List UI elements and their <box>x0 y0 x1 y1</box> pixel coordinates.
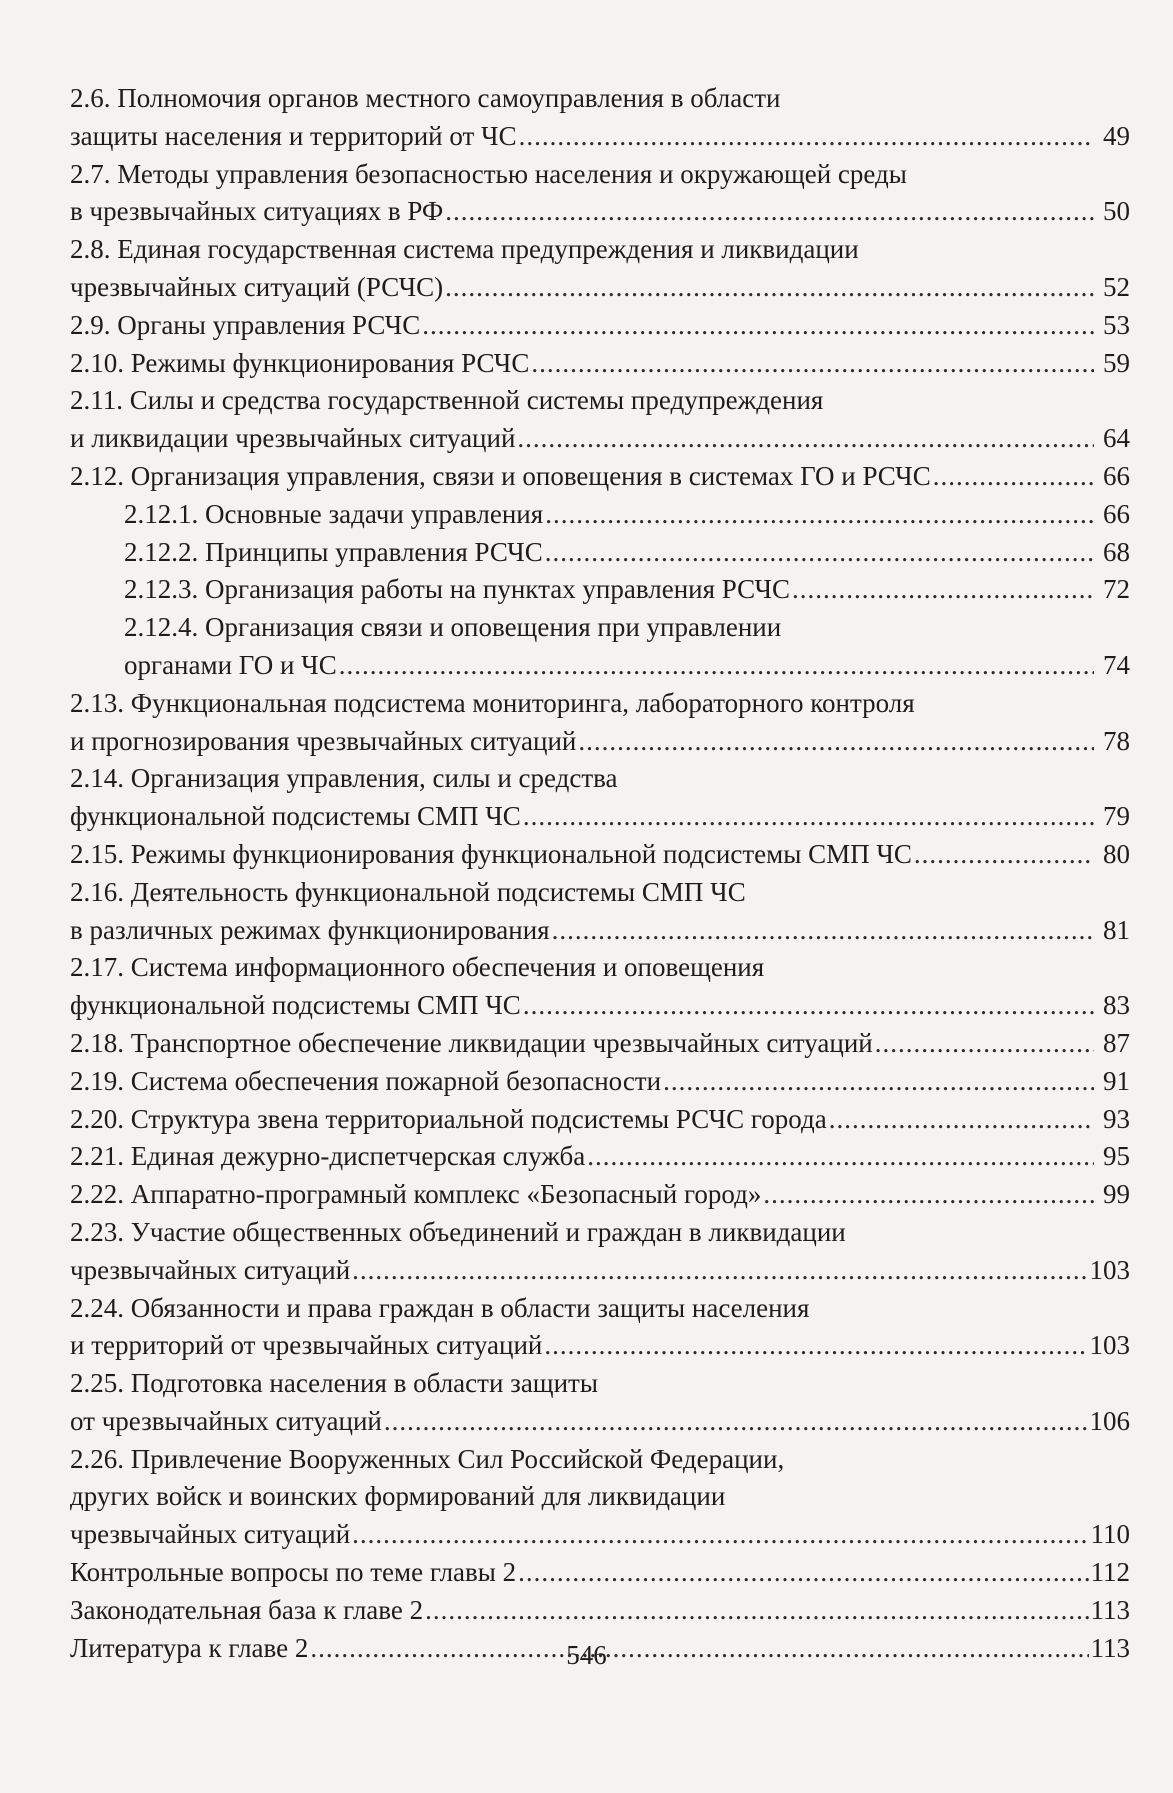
toc-entry-row <box>124 496 1130 534</box>
toc-entry-title-line: 2.8. Единая государственная система предупреждения и ликвидации <box>70 234 859 265</box>
toc-entry <box>70 534 1130 572</box>
toc-entry <box>70 1101 1130 1139</box>
dot-leader <box>587 1138 1094 1176</box>
toc-entry-title-line: и прогнозирования чрезвычайных ситуаций <box>70 725 577 756</box>
toc-entry-row <box>70 1063 1130 1101</box>
toc-page-number: 91 <box>1103 1065 1130 1096</box>
toc-entry-row <box>70 1176 1130 1214</box>
toc-entry <box>70 1592 1130 1630</box>
toc-entry-title-line: 2.21. Единая дежурно-диспетчерская служба <box>70 1141 586 1172</box>
toc-entry <box>70 496 1130 534</box>
toc-entry-row <box>70 1516 1130 1554</box>
toc-page-number: 99 <box>1103 1179 1130 1210</box>
dot-leader <box>352 1252 1087 1290</box>
dot-leader <box>384 1403 1088 1441</box>
toc-entry-title-line: 2.12.2. Принципы управления РСЧС <box>124 536 543 567</box>
toc-page-number: 59 <box>1103 347 1130 378</box>
toc-entry-title-line: функциональной подсистемы СМП ЧС <box>70 990 521 1021</box>
toc-page-number: 95 <box>1103 1141 1130 1172</box>
toc-entry-row <box>70 1403 1130 1441</box>
dot-leader <box>544 1327 1087 1365</box>
toc-entry <box>70 1138 1130 1176</box>
toc-entry-row <box>70 458 1130 496</box>
toc-entry-title-line: 2.16. Деятельность функциональной подсистемы СМП ЧС <box>70 876 746 907</box>
dot-leader <box>545 496 1094 534</box>
toc-entry-title-line: 2.15. Режимы функционирования функциональной подсистемы СМП ЧС <box>70 838 912 869</box>
toc-page-number: 79 <box>1103 801 1130 832</box>
toc-entry-row <box>70 1252 1130 1290</box>
toc-page-number: 80 <box>1103 838 1130 869</box>
toc-entry <box>70 307 1130 345</box>
toc-entry-title-line: чрезвычайных ситуаций <box>70 1519 351 1550</box>
toc-entry-title-line: 2.9. Органы управления РСЧС <box>70 309 421 340</box>
toc-entry-title-line: чрезвычайных ситуаций <box>70 1254 351 1285</box>
toc-entry-row <box>70 1592 1130 1630</box>
dot-leader <box>519 118 1094 156</box>
dot-leader <box>552 912 1094 950</box>
toc-entry-row <box>70 307 1130 345</box>
toc-entry-title-line: Литература к главе 2 <box>70 1632 309 1663</box>
toc-entry <box>70 458 1130 496</box>
dot-leader <box>523 987 1094 1025</box>
dot-leader <box>425 1592 1088 1630</box>
toc-entry <box>70 949 1130 1025</box>
toc-page-number: 112 <box>1090 1557 1130 1588</box>
toc-entry-title-line: защиты населения и территорий от ЧС <box>70 120 517 151</box>
toc-entry-row <box>70 345 1130 383</box>
toc-entry <box>70 1554 1130 1592</box>
toc-entry-title-line: 2.12.4. Организация связи и оповещения при управлении <box>124 612 782 643</box>
toc-entry <box>70 345 1130 383</box>
toc-entry <box>70 156 1130 232</box>
dot-leader <box>339 647 1094 685</box>
toc-entry-title-line: и ликвидации чрезвычайных ситуаций <box>70 423 516 454</box>
toc-entry-title-line: 2.25. Подготовка населения в области защиты <box>70 1368 598 1399</box>
toc-entry-row <box>124 534 1130 572</box>
toc-page-number: 49 <box>1103 120 1130 151</box>
table-of-contents <box>70 80 1130 1667</box>
toc-entry-title-line: 2.12. Организация управления, связи и оповещения в системах ГО и РСЧС <box>70 460 931 491</box>
toc-entry <box>70 1214 1130 1290</box>
toc-entry-row <box>70 1327 1130 1365</box>
toc-entry <box>70 685 1130 761</box>
toc-entry-title-line: 2.22. Аппаратно-програмный комплекс «Безопасный город» <box>70 1179 762 1210</box>
toc-entry-title-line: 2.10. Режимы функционирования РСЧС <box>70 347 530 378</box>
toc-entry-title-line: 2.12.1. Основные задачи управления <box>124 498 544 529</box>
toc-page-number: 72 <box>1103 574 1130 605</box>
page-number: 546 <box>566 1640 607 1670</box>
dot-leader <box>663 1063 1094 1101</box>
toc-entry-title-line: Контрольные вопросы по теме главы 2 <box>70 1557 517 1588</box>
toc-page-number: 68 <box>1103 536 1130 567</box>
dot-leader <box>445 269 1094 307</box>
toc-page-number: 78 <box>1103 725 1130 756</box>
toc-entry <box>70 1365 1130 1441</box>
toc-entry-row <box>70 118 1130 156</box>
toc-entry-title-line: от чрезвычайных ситуаций <box>70 1405 382 1436</box>
toc-entry <box>70 874 1130 950</box>
toc-entry <box>70 382 1130 458</box>
toc-entry <box>70 609 1130 685</box>
dot-leader <box>792 571 1094 609</box>
toc-page-number: 66 <box>1103 498 1130 529</box>
toc-entry <box>70 571 1130 609</box>
toc-entry <box>70 1063 1130 1101</box>
toc-entry-title-line: других войск и воинских формирований для ликвидации <box>70 1481 726 1512</box>
toc-page-number: 66 <box>1103 460 1130 491</box>
toc-entry <box>70 1290 1130 1366</box>
dot-leader <box>914 836 1094 874</box>
dot-leader <box>578 723 1094 761</box>
toc-entry-row <box>70 798 1130 836</box>
toc-entry-row <box>70 987 1130 1025</box>
toc-entry-row <box>70 912 1130 950</box>
toc-entry <box>70 1025 1130 1063</box>
dot-leader <box>875 1025 1094 1063</box>
toc-page-number: 110 <box>1090 1519 1130 1550</box>
toc-page-number: 53 <box>1103 309 1130 340</box>
toc-entry-title-line: 2.11. Силы и средства государственной системы предупреждения <box>70 385 824 416</box>
toc-entry-title-line: 2.14. Организация управления, силы и средства <box>70 763 618 794</box>
dot-leader <box>422 307 1094 345</box>
toc-entry <box>70 836 1130 874</box>
toc-entry <box>70 231 1130 307</box>
toc-entry-title-line: 2.19. Система обеспечения пожарной безопасности <box>70 1065 662 1096</box>
toc-entry-title-line: 2.13. Функциональная подсистема мониторинга, лабораторного контроля <box>70 687 915 718</box>
toc-page-number: 64 <box>1103 423 1130 454</box>
toc-entry <box>70 80 1130 156</box>
dot-leader <box>523 798 1094 836</box>
toc-page-number: 113 <box>1090 1594 1130 1625</box>
dot-leader <box>933 458 1094 496</box>
toc-entry-title-line: 2.17. Система информационного обеспечения и оповещения <box>70 952 765 983</box>
toc-entry-title-line: в чрезвычайных ситуациях в РФ <box>70 196 444 227</box>
toc-entry-title-line: 2.7. Методы управления безопасностью населения и окружающей среды <box>70 158 907 189</box>
toc-entry-title-line: 2.24. Обязанности и права граждан в области защиты населения <box>70 1292 810 1323</box>
toc-page-number: 103 <box>1089 1254 1130 1285</box>
toc-page-number: 81 <box>1103 914 1130 945</box>
toc-entry-row <box>70 269 1130 307</box>
toc-entry-title-line: чрезвычайных ситуаций (РСЧС) <box>70 271 444 302</box>
toc-entry-row <box>124 571 1130 609</box>
toc-entry-title-line: Законодательная база к главе 2 <box>70 1594 424 1625</box>
toc-entry-row <box>70 1101 1130 1139</box>
dot-leader <box>518 1554 1088 1592</box>
dot-leader <box>829 1101 1094 1139</box>
dot-leader <box>445 193 1094 231</box>
toc-entry-title-line: 2.12.3. Организация работы на пунктах управления РСЧС <box>124 574 791 605</box>
toc-page-number: 52 <box>1103 271 1130 302</box>
toc-entry-title-line: 2.6. Полномочия органов местного самоуправления в области <box>70 83 781 113</box>
toc-page-number: 113 <box>1090 1632 1130 1663</box>
toc-entry-title-line: 2.26. Привлечение Вооруженных Сил Российской Федерации, <box>70 1443 785 1474</box>
toc-page-number: 83 <box>1103 990 1130 1021</box>
toc-entry-row <box>70 723 1130 761</box>
toc-entry-row <box>70 193 1130 231</box>
toc-entry-title-line: 2.20. Структура звена территориальной подсистемы РСЧС города <box>70 1103 827 1134</box>
dot-leader <box>531 345 1094 383</box>
dot-leader <box>763 1176 1094 1214</box>
toc-page-number: 74 <box>1103 649 1130 680</box>
toc-entry-row <box>70 1138 1130 1176</box>
toc-page-number: 50 <box>1103 196 1130 227</box>
toc-entry-row <box>124 647 1130 685</box>
toc-entry-title-line: 2.18. Транспортное обеспечение ликвидации чрезвычайных ситуаций <box>70 1027 873 1058</box>
toc-entry-row <box>70 1025 1130 1063</box>
toc-page-number: 93 <box>1103 1103 1130 1134</box>
toc-entry <box>70 1176 1130 1214</box>
toc-entry-title-line: функциональной подсистемы СМП ЧС <box>70 801 521 832</box>
dot-leader <box>517 420 1094 458</box>
toc-page-number: 106 <box>1089 1405 1130 1436</box>
toc-entry <box>70 760 1130 836</box>
toc-page-number: 87 <box>1103 1027 1130 1058</box>
toc-entry <box>70 1441 1130 1554</box>
toc-page-number: 103 <box>1089 1330 1130 1361</box>
toc-entry-title-line: и территорий от чрезвычайных ситуаций <box>70 1330 543 1361</box>
dot-leader <box>545 534 1094 572</box>
dot-leader <box>352 1516 1088 1554</box>
toc-entry-title-line: 2.23. Участие общественных объединений и граждан в ликвидации <box>70 1216 846 1247</box>
toc-entry-title-line: органами ГО и ЧС <box>124 649 337 680</box>
toc-entry-row <box>70 420 1130 458</box>
toc-entry-title-line: в различных режимах функционирования <box>70 914 550 945</box>
toc-entry-row <box>70 1554 1130 1592</box>
toc-entry-row <box>70 836 1130 874</box>
